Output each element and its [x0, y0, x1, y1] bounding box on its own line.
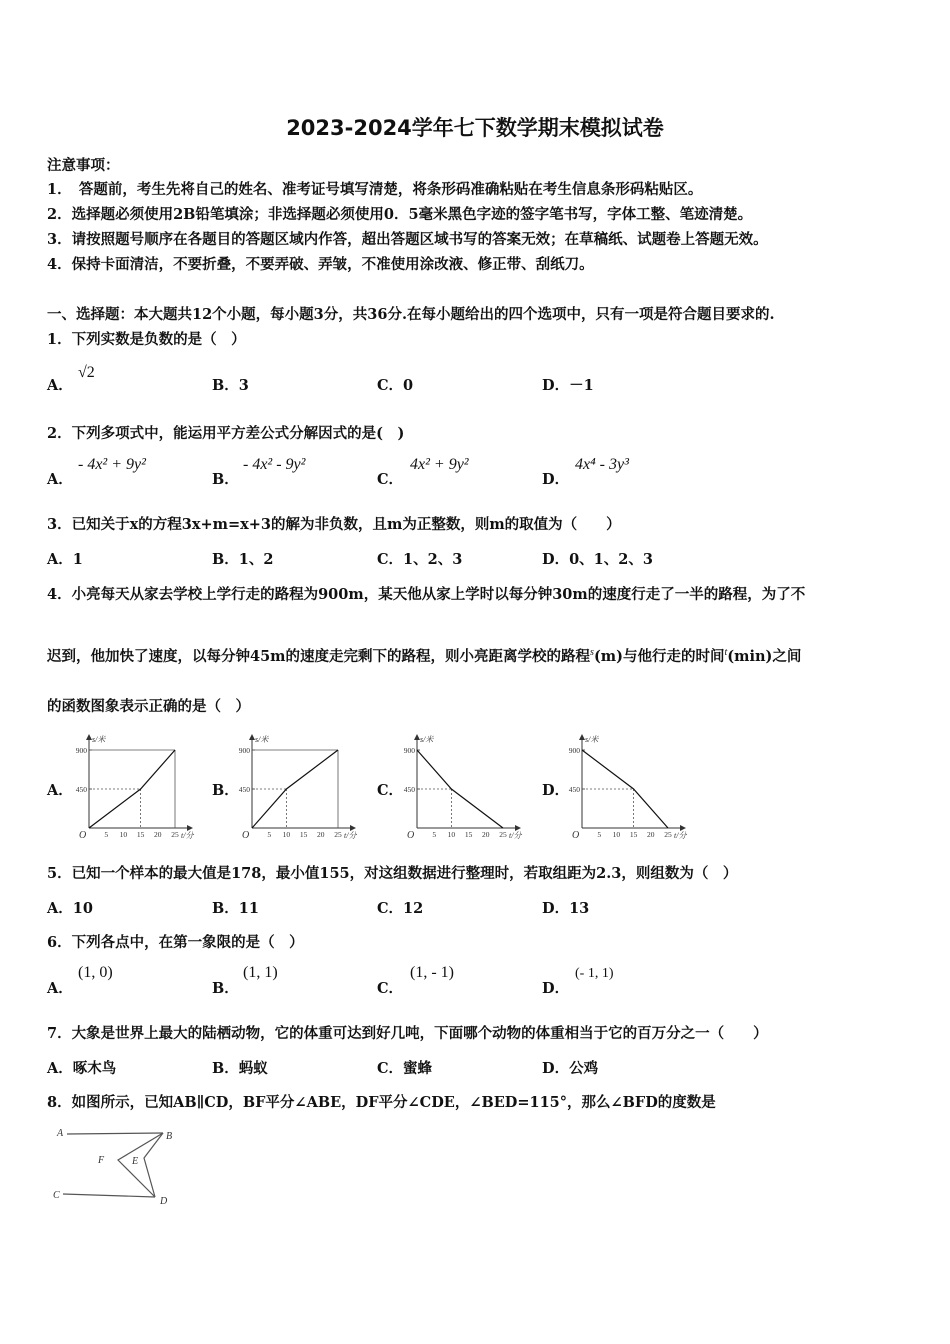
- x-tick-label: 10: [282, 830, 291, 839]
- question-8-stem: 8．如图所示，已知AB∥CD，BF平分∠ABE，DF平分∠CDE，∠BED=115°，那么∠BFD的度数是: [47, 1094, 716, 1111]
- x-tick-label: 15: [136, 830, 145, 839]
- question-4-line2: [47, 645, 801, 666]
- y-axis-label: s/米: [255, 735, 269, 744]
- q6-option-b-label: B．: [212, 980, 239, 997]
- q7-option-d: D．公鸡: [542, 1060, 599, 1077]
- question-6-stem: 6．下列各点中，在第一象限的是（ ）: [47, 934, 304, 951]
- q4-option-c-label: C．: [377, 782, 404, 799]
- question-2-stem: 2．下列多项式中，能运用平方差公式分解因式的是( ): [47, 425, 405, 442]
- q2-option-d-expr: 4x⁴ - 3y³: [575, 456, 629, 473]
- q1-option-c: C．0: [377, 377, 414, 394]
- q3-option-a: A．1: [47, 551, 83, 568]
- x-tick-label: 20: [482, 830, 490, 839]
- q3-option-b: B．1、2: [212, 551, 274, 568]
- q2-option-a-expr: - 4x² + 9y²: [78, 456, 146, 473]
- x-axis-label: t/分: [674, 831, 687, 840]
- q6-option-b-point: (1, 1): [243, 964, 278, 981]
- q6-option-d-point: (- 1, 1): [575, 966, 614, 981]
- x-tick-label: 10: [612, 830, 621, 839]
- y-axis-label: s/米: [420, 735, 434, 744]
- q4-graph-d: [568, 728, 693, 843]
- x-axis-label: t/分: [509, 831, 522, 840]
- q8-line-ab: [67, 1133, 163, 1134]
- page-title: 2023-2024学年七下数学期末模拟试卷: [286, 116, 664, 140]
- y-tick-label: 450: [238, 785, 250, 794]
- q4-option-d-label: D．: [542, 782, 570, 799]
- y-tick-label: 450: [568, 785, 580, 794]
- origin-label: O: [79, 830, 87, 841]
- x-tick-label: 25: [171, 830, 179, 839]
- x-tick-label: 5: [104, 830, 109, 839]
- q8-line-cd: [63, 1194, 155, 1197]
- origin-label: O: [572, 830, 580, 841]
- q5-option-c: C．12: [377, 900, 424, 917]
- q3-option-d: D．0、1、2、3: [542, 551, 653, 568]
- notice-heading: 注意事项：: [47, 157, 120, 174]
- notice-item: 4．保持卡面清洁，不要折叠，不要弄破、弄皱，不准使用涂改液、修正带、刮纸刀。: [47, 256, 594, 273]
- q8-point-a: A: [57, 1128, 64, 1139]
- q2-option-c-label: C．: [377, 471, 404, 488]
- q6-option-c-point: (1, - 1): [410, 964, 454, 981]
- q4-line2-part-b: (m)与他行走的时间: [593, 648, 725, 665]
- notice-item: 1． 答题前，考生先将自己的姓名、准考证号填写清楚，将条形码准确粘贴在考生信息条形码粘贴区。: [47, 181, 703, 198]
- q4-option-a-label: A．: [47, 782, 73, 799]
- x-axis-label: t/分: [181, 831, 194, 840]
- x-tick-label: 25: [334, 830, 342, 839]
- q1-option-a-label: A．: [47, 377, 73, 394]
- q7-option-a: A．啄木鸟: [47, 1060, 117, 1077]
- y-tick-label: 900: [75, 746, 87, 755]
- q4-option-b-label: B．: [212, 782, 239, 799]
- q7-option-c: C．蜜蜂: [377, 1060, 433, 1077]
- notice-item: 2．选择题必须使用2B铅笔填涂；非选择题必须使用0．5毫米黑色字迹的签字笔书写，字体工整、笔迹清楚。: [47, 206, 753, 223]
- question-3-stem: 3．已知关于x的方程3x+m=x+3的解为非负数，且m为正整数，则m的取值为（ ）: [47, 516, 621, 533]
- x-tick-label: 15: [464, 830, 473, 839]
- origin-label: O: [242, 830, 250, 841]
- x-tick-label: 10: [119, 830, 128, 839]
- q5-option-b: B．11: [212, 900, 259, 917]
- x-tick-label: 15: [299, 830, 308, 839]
- q4-var-s: s: [590, 647, 594, 659]
- y-tick-label: 900: [403, 746, 415, 755]
- q4-line2-part-c: (min)之间: [727, 648, 802, 665]
- q8-point-d: D: [160, 1196, 168, 1207]
- x-tick-label: 5: [597, 830, 602, 839]
- x-tick-label: 5: [267, 830, 272, 839]
- y-tick-label: 900: [238, 746, 250, 755]
- question-7-stem: 7．大象是世界上最大的陆栖动物，它的体重可达到好几吨，下面哪个动物的体重相当于它的百万分之一（ ）: [47, 1025, 768, 1042]
- y-tick-label: 900: [568, 746, 580, 755]
- x-tick-label: 20: [647, 830, 655, 839]
- q6-option-d-label: D．: [542, 980, 570, 997]
- x-tick-label: 20: [154, 830, 162, 839]
- origin-label: O: [407, 830, 415, 841]
- q8-point-e: E: [132, 1156, 139, 1167]
- q6-option-a-point: (1, 0): [78, 964, 113, 981]
- x-tick-label: 25: [664, 830, 672, 839]
- q4-var-t: t: [724, 647, 728, 659]
- x-tick-label: 10: [447, 830, 456, 839]
- q4-graph-a: [75, 728, 200, 843]
- question-4-line3: 的函数图象表示正确的是（ ）: [47, 698, 250, 715]
- q3-option-c: C．1、2、3: [377, 551, 463, 568]
- q2-option-b-expr: - 4x² - 9y²: [243, 456, 306, 473]
- q2-option-b-label: B．: [212, 471, 239, 488]
- q8-geometry-figure: [45, 1118, 195, 1213]
- q8-point-b: B: [166, 1131, 173, 1142]
- q1-option-a-sqrt2: √2: [78, 364, 95, 381]
- q6-option-c-label: C．: [377, 980, 404, 997]
- q2-option-d-label: D．: [542, 471, 570, 488]
- q1-option-d: D．－1: [542, 377, 594, 394]
- q4-graph-b: [238, 728, 363, 843]
- q8-point-f: F: [98, 1155, 105, 1166]
- section-heading: 一、选择题：本大题共12个小题，每小题3分，共36分.在每小题给出的四个选项中，只有一项是符合题目要求的.: [47, 306, 775, 323]
- q5-option-d: D．13: [542, 900, 590, 917]
- x-axis-label: t/分: [344, 831, 357, 840]
- q5-option-a: A．10: [47, 900, 93, 917]
- q2-option-c-expr: 4x² + 9y²: [410, 456, 469, 473]
- q6-option-a-label: A．: [47, 980, 73, 997]
- question-5-stem: 5．已知一个样本的最大值是178，最小值155，对这组数据进行整理时，若取组距为2.3，则组数为（ ）: [47, 865, 738, 882]
- notice-item: 3．请按照题号顺序在各题目的答题区域内作答，超出答题区域书写的答案无效；在草稿纸、试题卷上答题无效。: [47, 231, 768, 248]
- x-tick-label: 20: [317, 830, 325, 839]
- q8-point-c: C: [53, 1190, 60, 1201]
- y-tick-label: 450: [403, 785, 415, 794]
- q7-option-b: B．蚂蚁: [212, 1060, 268, 1077]
- q4-graph-c: [403, 728, 528, 843]
- x-tick-label: 15: [629, 830, 638, 839]
- question-4-line1: 4．小亮每天从家去学校上学行走的路程为900m，某天他从家上学时以每分钟30m的速度行走了一半的路程，为了不: [47, 586, 806, 603]
- x-tick-label: 5: [432, 830, 437, 839]
- x-tick-label: 25: [499, 830, 507, 839]
- q2-option-a-label: A．: [47, 471, 73, 488]
- q4-line2-part-a: 迟到，他加快了速度，以每分钟45m的速度走完剩下的路程，则小亮距离学校的路程: [47, 648, 591, 665]
- y-axis-label: s/米: [92, 735, 106, 744]
- q1-option-b: B．3: [212, 377, 249, 394]
- y-tick-label: 450: [75, 785, 87, 794]
- y-axis-label: s/米: [585, 735, 599, 744]
- question-1-stem: 1．下列实数是负数的是（ ）: [47, 331, 246, 348]
